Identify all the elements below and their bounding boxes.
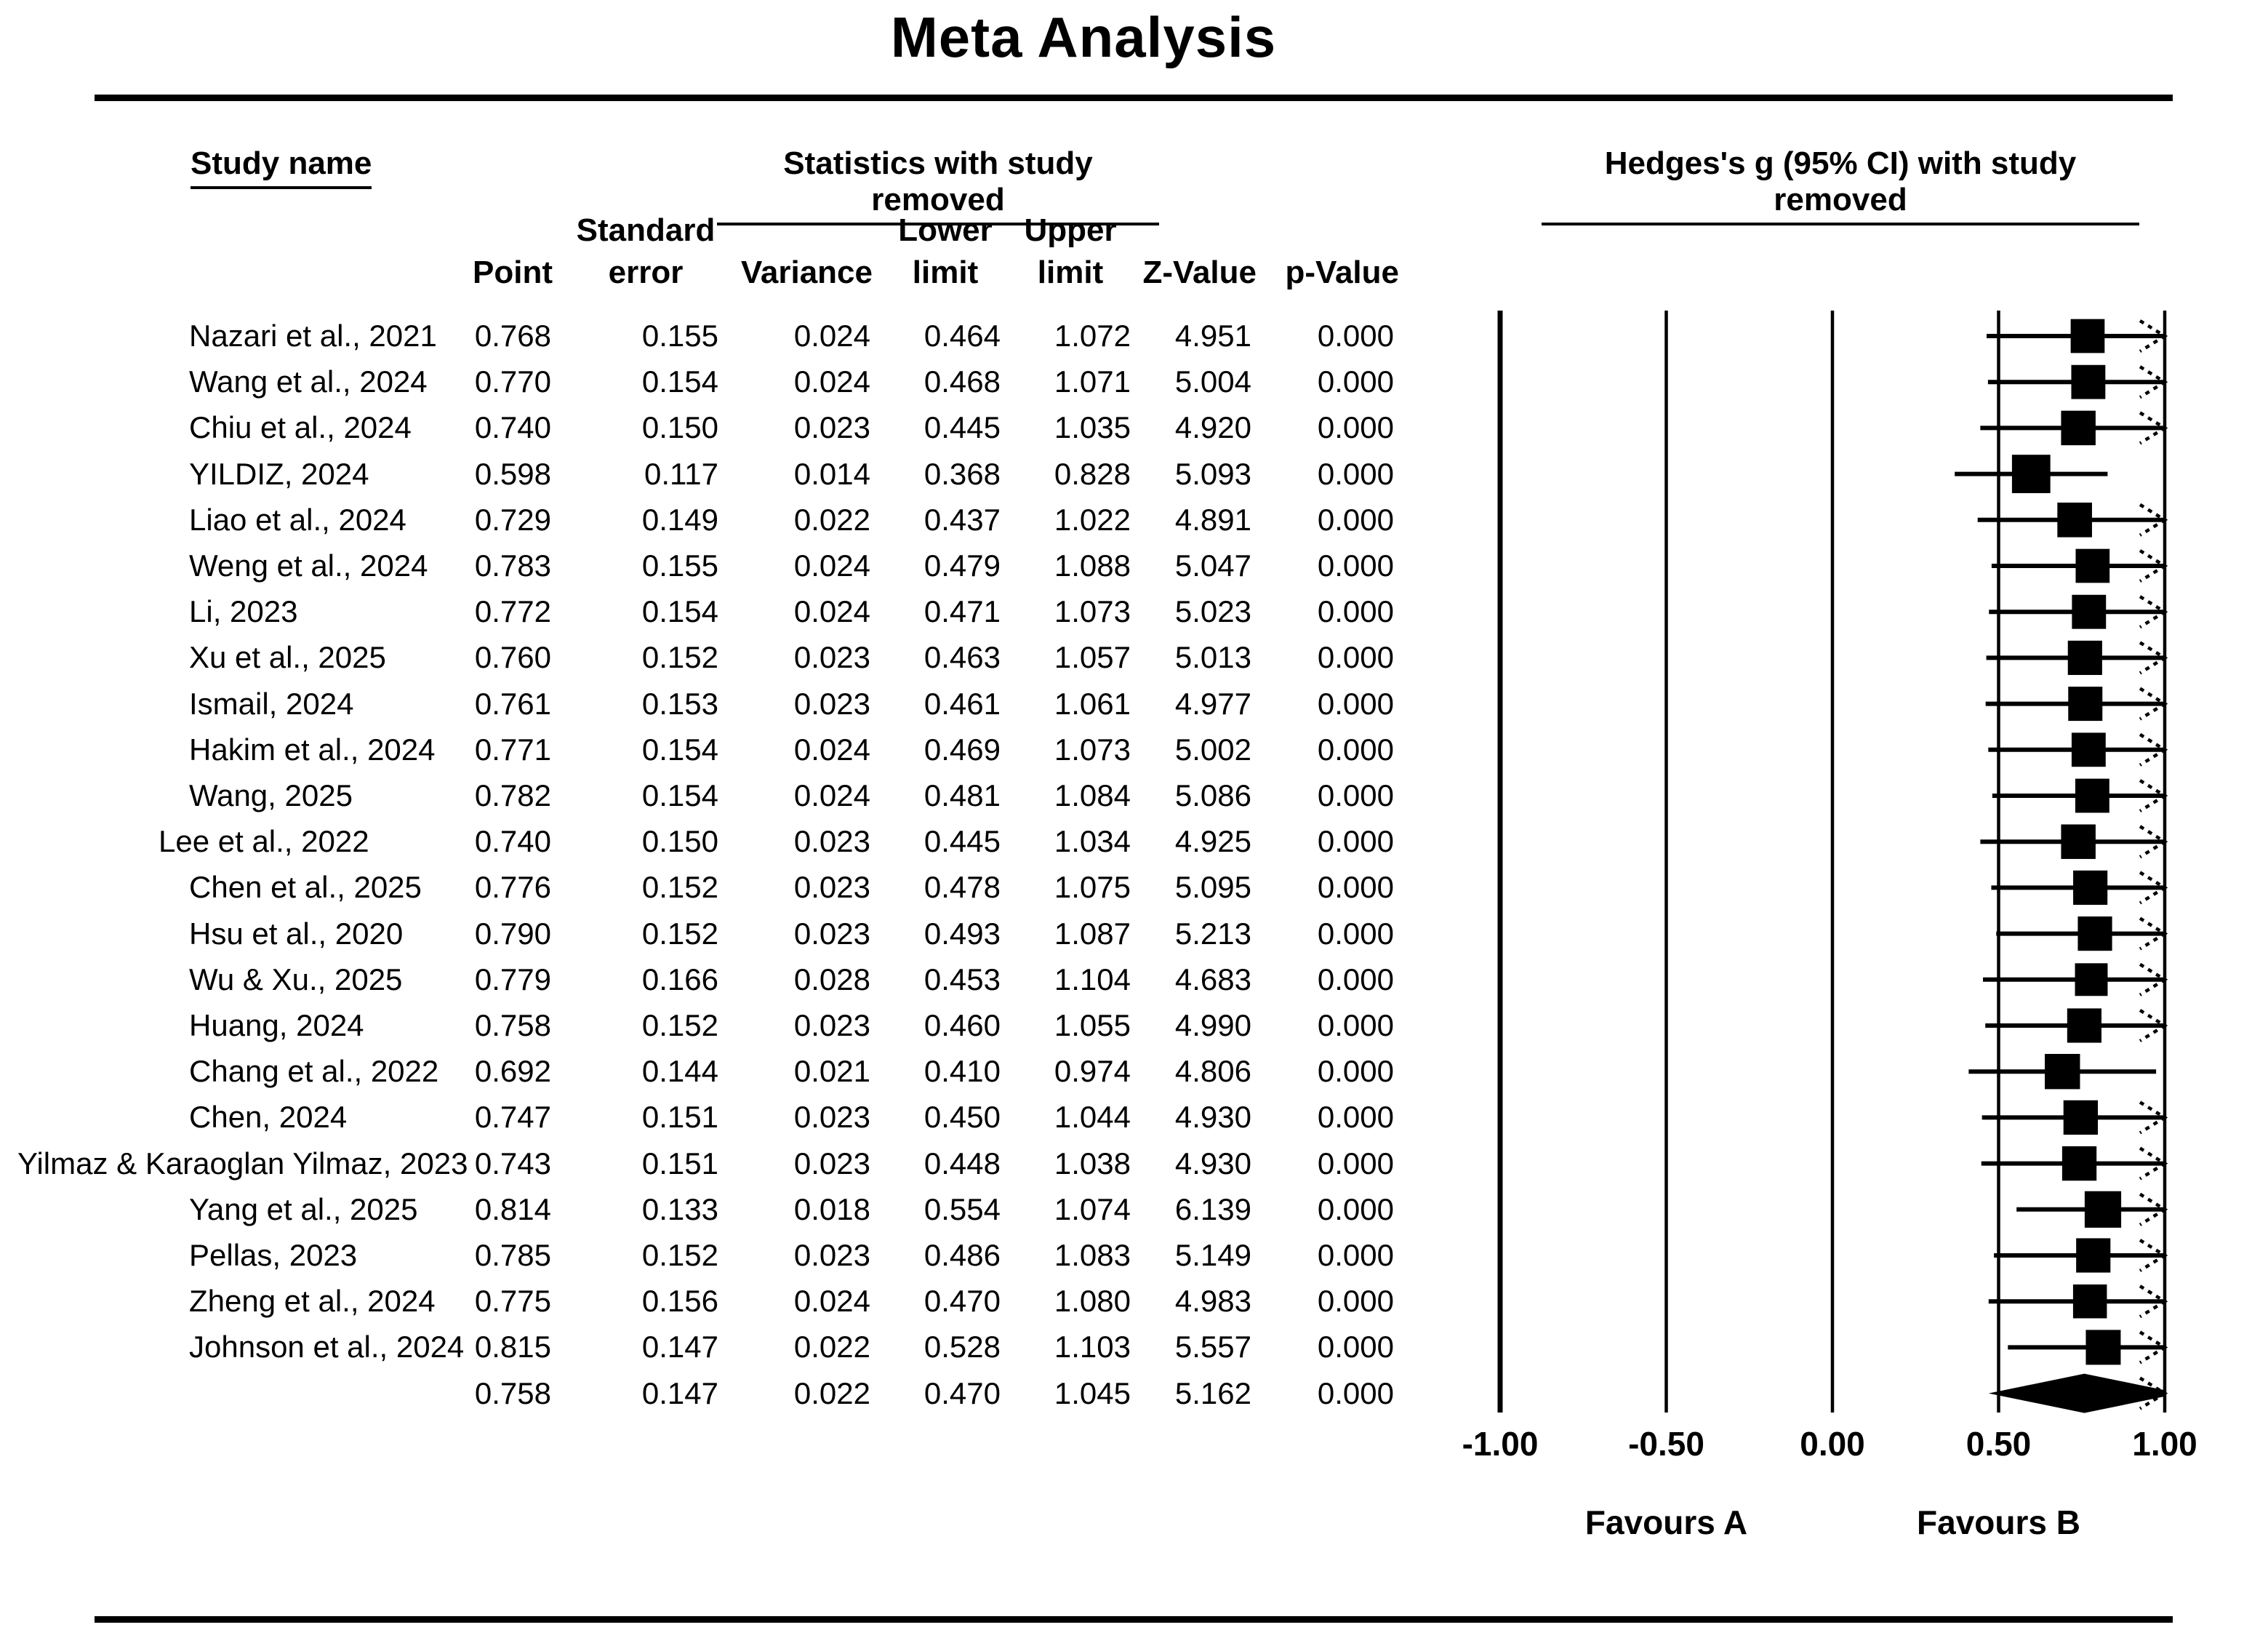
- point-estimate-square: [2085, 1191, 2121, 1228]
- stat-value: 5.002: [1174, 732, 1251, 767]
- study-name: Yang et al., 2025: [189, 1191, 418, 1226]
- stat-value: 0.023: [793, 1100, 870, 1135]
- stat-value: 0.150: [641, 410, 718, 445]
- stat-value: 0.468: [923, 364, 1001, 399]
- stat-value: 0.437: [923, 502, 1001, 537]
- stat-value: 0.974: [1054, 1054, 1131, 1089]
- study-name: Huang, 2024: [189, 1008, 364, 1042]
- stat-value: 0.785: [474, 1238, 551, 1272]
- stat-value: 0.758: [474, 1375, 551, 1410]
- stat-value: 0.410: [923, 1054, 1001, 1089]
- stat-value: 1.080: [1054, 1284, 1131, 1319]
- stat-value: 0.023: [793, 870, 870, 905]
- stat-value: 1.038: [1054, 1146, 1131, 1180]
- stat-value: 0.528: [923, 1330, 1001, 1365]
- stat-value: 0.450: [923, 1100, 1001, 1135]
- stat-value: 0.815: [474, 1330, 551, 1365]
- point-estimate-square: [2045, 1054, 2080, 1089]
- stat-value: 0.000: [1317, 1146, 1394, 1180]
- stat-value: 0.000: [1317, 1191, 1394, 1226]
- point-estimate-square: [2073, 1285, 2107, 1319]
- point-estimate-square: [2062, 1146, 2096, 1180]
- stat-value: 1.045: [1054, 1375, 1131, 1410]
- point-estimate-square: [2075, 549, 2109, 583]
- stat-value: 0.000: [1317, 364, 1394, 399]
- stat-value: 1.022: [1054, 502, 1131, 537]
- stat-value: 1.061: [1054, 686, 1131, 721]
- stat-value: 1.072: [1054, 319, 1131, 353]
- stat-value: 0.470: [923, 1375, 1001, 1410]
- stat-value: 1.087: [1054, 916, 1131, 951]
- stat-value: 0.154: [641, 778, 718, 812]
- stat-value: 0.000: [1317, 824, 1394, 859]
- stat-value: 0.014: [793, 456, 870, 491]
- stat-value: 1.055: [1054, 1008, 1131, 1042]
- stat-value: 0.154: [641, 364, 718, 399]
- study-name: YILDIZ, 2024: [189, 456, 369, 491]
- stat-value: 0.000: [1317, 1375, 1394, 1410]
- stat-value: 5.162: [1174, 1375, 1251, 1410]
- point-estimate-square: [2061, 411, 2095, 445]
- stat-value: 0.024: [793, 778, 870, 812]
- plot-group-header: Hedges's g (95% CI) with study removed: [1542, 145, 2139, 225]
- stat-value: 0.464: [923, 319, 1001, 353]
- stat-value: 0.740: [474, 410, 551, 445]
- stat-value: 0.023: [793, 1238, 870, 1272]
- stat-value: 5.149: [1174, 1238, 1251, 1272]
- col-header-upper: Upper: [1024, 212, 1117, 248]
- stat-value: 0.729: [474, 502, 551, 537]
- stat-value: 5.086: [1174, 778, 1251, 812]
- point-estimate-square: [2075, 779, 2109, 813]
- stat-value: 0.156: [641, 1284, 718, 1319]
- col-header-variance: Variance: [740, 255, 873, 290]
- overall-diamond: [1989, 1374, 2180, 1413]
- stat-value: 0.000: [1317, 410, 1394, 445]
- stat-value: 0.028: [793, 962, 870, 996]
- stat-value: 0.779: [474, 962, 551, 996]
- point-estimate-square: [2072, 732, 2106, 767]
- stat-value: 0.761: [474, 686, 551, 721]
- stat-value: 0.445: [923, 410, 1001, 445]
- study-name: Wu & Xu., 2025: [189, 962, 403, 996]
- stat-value: 0.024: [793, 1284, 870, 1319]
- stat-value: 1.034: [1054, 824, 1131, 859]
- stat-value: 0.152: [641, 640, 718, 675]
- stat-value: 0.022: [793, 1375, 870, 1410]
- study-name: Johnson et al., 2024: [189, 1330, 465, 1365]
- study-name: Wang, 2025: [189, 778, 353, 812]
- study-name: Nazari et al., 2021: [189, 319, 437, 353]
- stat-value: 0.152: [641, 916, 718, 951]
- study-name: Chen et al., 2025: [189, 870, 422, 905]
- stat-value: 4.930: [1174, 1100, 1251, 1135]
- stat-value: 1.057: [1054, 640, 1131, 675]
- stat-value: 0.152: [641, 1238, 718, 1272]
- point-estimate-square: [2075, 963, 2108, 996]
- stat-value: 1.073: [1054, 594, 1131, 629]
- point-estimate-square: [2061, 824, 2095, 858]
- statistics-group-header: Statistics with study removed: [717, 145, 1159, 225]
- stat-value: 0.463: [923, 640, 1001, 675]
- stat-value: 0.493: [923, 916, 1001, 951]
- stat-value: 4.983: [1174, 1284, 1251, 1319]
- point-estimate-square: [2064, 1100, 2098, 1135]
- stat-value: 0.453: [923, 962, 1001, 996]
- stat-value: 0.000: [1317, 732, 1394, 767]
- stat-value: 4.951: [1174, 319, 1251, 353]
- stat-value: 4.930: [1174, 1146, 1251, 1180]
- stat-value: 0.469: [923, 732, 1001, 767]
- stat-value: 1.104: [1054, 962, 1131, 996]
- point-estimate-square: [2072, 595, 2106, 629]
- point-estimate-square: [2085, 1330, 2120, 1365]
- study-name: Chen, 2024: [189, 1100, 348, 1135]
- stat-value: 0.000: [1317, 1054, 1394, 1089]
- stat-value: 0.470: [923, 1284, 1001, 1319]
- stat-value: 5.093: [1174, 456, 1251, 491]
- stat-value: 1.035: [1054, 410, 1131, 445]
- bottom-divider: [95, 1616, 2173, 1623]
- stat-value: 4.977: [1174, 686, 1251, 721]
- stat-value: 0.471: [923, 594, 1001, 629]
- study-name: Hakim et al., 2024: [189, 732, 436, 767]
- stat-value: 0.000: [1317, 778, 1394, 812]
- stat-value: 1.084: [1054, 778, 1131, 812]
- stat-value: 0.747: [474, 1100, 551, 1135]
- point-estimate-square: [2057, 503, 2092, 538]
- stat-value: 0.481: [923, 778, 1001, 812]
- stat-value: 0.023: [793, 410, 870, 445]
- stat-value: 0.152: [641, 870, 718, 905]
- stat-value: 0.153: [641, 686, 718, 721]
- stat-value: 1.073: [1054, 732, 1131, 767]
- stat-value: 0.155: [641, 319, 718, 353]
- stat-value: 0.783: [474, 548, 551, 583]
- col-header-error: error: [608, 255, 684, 290]
- col-header-z-value: Z-Value: [1142, 255, 1257, 290]
- study-name: Hsu et al., 2020: [189, 916, 404, 951]
- stat-value: 0.155: [641, 548, 718, 583]
- stat-value: 0.152: [641, 1008, 718, 1042]
- stat-value: 0.772: [474, 594, 551, 629]
- col-header-upper-limit: limit: [1037, 255, 1104, 290]
- stat-value: 1.088: [1054, 548, 1131, 583]
- stat-value: 0.166: [641, 962, 718, 996]
- stat-value: 0.782: [474, 778, 551, 812]
- stat-value: 0.151: [641, 1146, 718, 1180]
- stat-value: 0.776: [474, 870, 551, 905]
- stat-value: 0.144: [641, 1054, 718, 1089]
- study-name: Li, 2023: [189, 594, 298, 629]
- stat-value: 0.770: [474, 364, 551, 399]
- stat-value: 0.000: [1317, 1008, 1394, 1042]
- stat-value: 0.147: [641, 1330, 718, 1365]
- stat-value: 0.151: [641, 1100, 718, 1135]
- stat-value: 1.103: [1054, 1330, 1131, 1365]
- page-title: Meta Analysis: [890, 5, 1277, 69]
- col-header-point: Point: [473, 255, 553, 290]
- point-estimate-square: [2077, 916, 2112, 951]
- stat-value: 0.000: [1317, 1100, 1394, 1135]
- stat-value: 0.024: [793, 548, 870, 583]
- stat-value: 0.743: [474, 1146, 551, 1180]
- stat-value: 1.083: [1054, 1238, 1131, 1272]
- stat-value: 0.758: [474, 1008, 551, 1042]
- stat-value: 0.023: [793, 1008, 870, 1042]
- stat-value: 0.133: [641, 1191, 718, 1226]
- stat-value: 0.117: [644, 456, 718, 491]
- stat-value: 0.021: [793, 1054, 870, 1089]
- stat-value: 0.486: [923, 1238, 1001, 1272]
- study-name: Chang et al., 2022: [189, 1054, 439, 1089]
- favours-a-label: Favours A: [1584, 1503, 1748, 1541]
- favours-b-label: Favours B: [1917, 1503, 2080, 1541]
- col-header-standard: Standard: [576, 212, 716, 248]
- stat-value: 0.554: [923, 1191, 1001, 1226]
- stat-value: 5.557: [1174, 1330, 1251, 1365]
- study-name: Weng et al., 2024: [189, 548, 428, 583]
- study-name: Xu et al., 2025: [189, 640, 386, 675]
- point-estimate-square: [2012, 455, 2051, 493]
- stat-value: 0.814: [474, 1191, 551, 1226]
- study-name: Liao et al., 2024: [189, 502, 406, 537]
- stat-value: 0.445: [923, 824, 1001, 859]
- stat-value: 5.013: [1174, 640, 1251, 675]
- study-name: Lee et al., 2022: [159, 824, 369, 859]
- stat-value: 0.000: [1317, 319, 1394, 353]
- stat-value: 0.740: [474, 824, 551, 859]
- stat-value: 0.023: [793, 916, 870, 951]
- stat-value: 1.071: [1054, 364, 1131, 399]
- x-tick-label: 1.00: [2132, 1425, 2197, 1463]
- stat-value: 0.598: [474, 456, 551, 491]
- stat-value: 0.000: [1317, 548, 1394, 583]
- study-name-column-header: Study name: [191, 145, 372, 189]
- stat-value: 0.024: [793, 732, 870, 767]
- stat-value: 0.000: [1317, 640, 1394, 675]
- stat-value: 5.095: [1174, 870, 1251, 905]
- stat-value: 0.692: [474, 1054, 551, 1089]
- study-name: Ismail, 2024: [189, 686, 354, 721]
- study-name: Wang et al., 2024: [189, 364, 428, 399]
- stat-value: 0.000: [1317, 1238, 1394, 1272]
- stat-value: 0.479: [923, 548, 1001, 583]
- stat-value: 0.023: [793, 824, 870, 859]
- col-header-lower-limit: limit: [912, 255, 979, 290]
- stat-value: 5.004: [1174, 364, 1251, 399]
- stat-value: 4.990: [1174, 1008, 1251, 1042]
- x-tick-label: 0.00: [1800, 1425, 1865, 1463]
- point-estimate-square: [2071, 319, 2105, 353]
- stat-value: 0.760: [474, 640, 551, 675]
- stat-value: 0.023: [793, 1146, 870, 1180]
- point-estimate-square: [2071, 365, 2105, 399]
- stat-value: 0.149: [641, 502, 718, 537]
- stat-value: 0.000: [1317, 456, 1394, 491]
- stat-value: 1.075: [1054, 870, 1131, 905]
- stat-value: 0.448: [923, 1146, 1001, 1180]
- stat-value: 0.000: [1317, 916, 1394, 951]
- stat-value: 0.828: [1054, 456, 1131, 491]
- study-name: Yilmaz & Karaoglan Yilmaz, 2023: [17, 1146, 468, 1180]
- stat-value: 0.461: [923, 686, 1001, 721]
- stat-value: 4.806: [1174, 1054, 1251, 1089]
- point-estimate-square: [2068, 641, 2102, 675]
- x-tick-label: -0.50: [1628, 1425, 1704, 1463]
- stat-value: 4.925: [1174, 824, 1251, 859]
- stat-value: 4.891: [1174, 502, 1251, 537]
- stat-value: 0.154: [641, 594, 718, 629]
- stat-value: 0.024: [793, 319, 870, 353]
- stat-value: 0.023: [793, 686, 870, 721]
- x-tick-label: -1.00: [1462, 1425, 1539, 1463]
- study-name: Zheng et al., 2024: [189, 1284, 436, 1319]
- stat-value: 0.018: [793, 1191, 870, 1226]
- stat-value: 0.154: [641, 732, 718, 767]
- stat-value: 1.074: [1054, 1191, 1131, 1226]
- stat-value: 0.000: [1317, 1330, 1394, 1365]
- study-name: Pellas, 2023: [189, 1238, 358, 1272]
- stat-value: 0.150: [641, 824, 718, 859]
- point-estimate-square: [2073, 871, 2107, 905]
- stat-value: 0.000: [1317, 594, 1394, 629]
- stat-value: 0.022: [793, 502, 870, 537]
- stat-value: 1.044: [1054, 1100, 1131, 1135]
- stat-value: 0.790: [474, 916, 551, 951]
- stat-value: 0.000: [1317, 502, 1394, 537]
- point-estimate-square: [2068, 687, 2102, 721]
- stat-value: 0.022: [793, 1330, 870, 1365]
- stat-value: 6.139: [1174, 1191, 1251, 1226]
- point-estimate-square: [2067, 1008, 2101, 1042]
- stat-value: 0.000: [1317, 686, 1394, 721]
- stat-value: 5.023: [1174, 594, 1251, 629]
- stat-value: 0.768: [474, 319, 551, 353]
- stat-value: 4.920: [1174, 410, 1251, 445]
- stat-value: 0.771: [474, 732, 551, 767]
- study-name: Chiu et al., 2024: [189, 410, 412, 445]
- stat-value: 0.023: [793, 640, 870, 675]
- stat-value: 5.047: [1174, 548, 1251, 583]
- col-header-lower: Lower: [898, 212, 993, 248]
- stat-value: 0.000: [1317, 870, 1394, 905]
- stat-value: 0.368: [923, 456, 1001, 491]
- stat-value: 0.000: [1317, 962, 1394, 996]
- stat-value: 4.683: [1174, 962, 1251, 996]
- point-estimate-square: [2076, 1238, 2110, 1272]
- stat-value: 0.460: [923, 1008, 1001, 1042]
- x-tick-label: 0.50: [1966, 1425, 2032, 1463]
- stat-value: 0.000: [1317, 1284, 1394, 1319]
- stat-value: 0.478: [923, 870, 1001, 905]
- stat-value: 0.024: [793, 364, 870, 399]
- stat-value: 0.024: [793, 594, 870, 629]
- stat-value: 0.147: [641, 1375, 718, 1410]
- stat-value: 5.213: [1174, 916, 1251, 951]
- stat-value: 0.775: [474, 1284, 551, 1319]
- col-header-p-value: p-Value: [1285, 255, 1399, 290]
